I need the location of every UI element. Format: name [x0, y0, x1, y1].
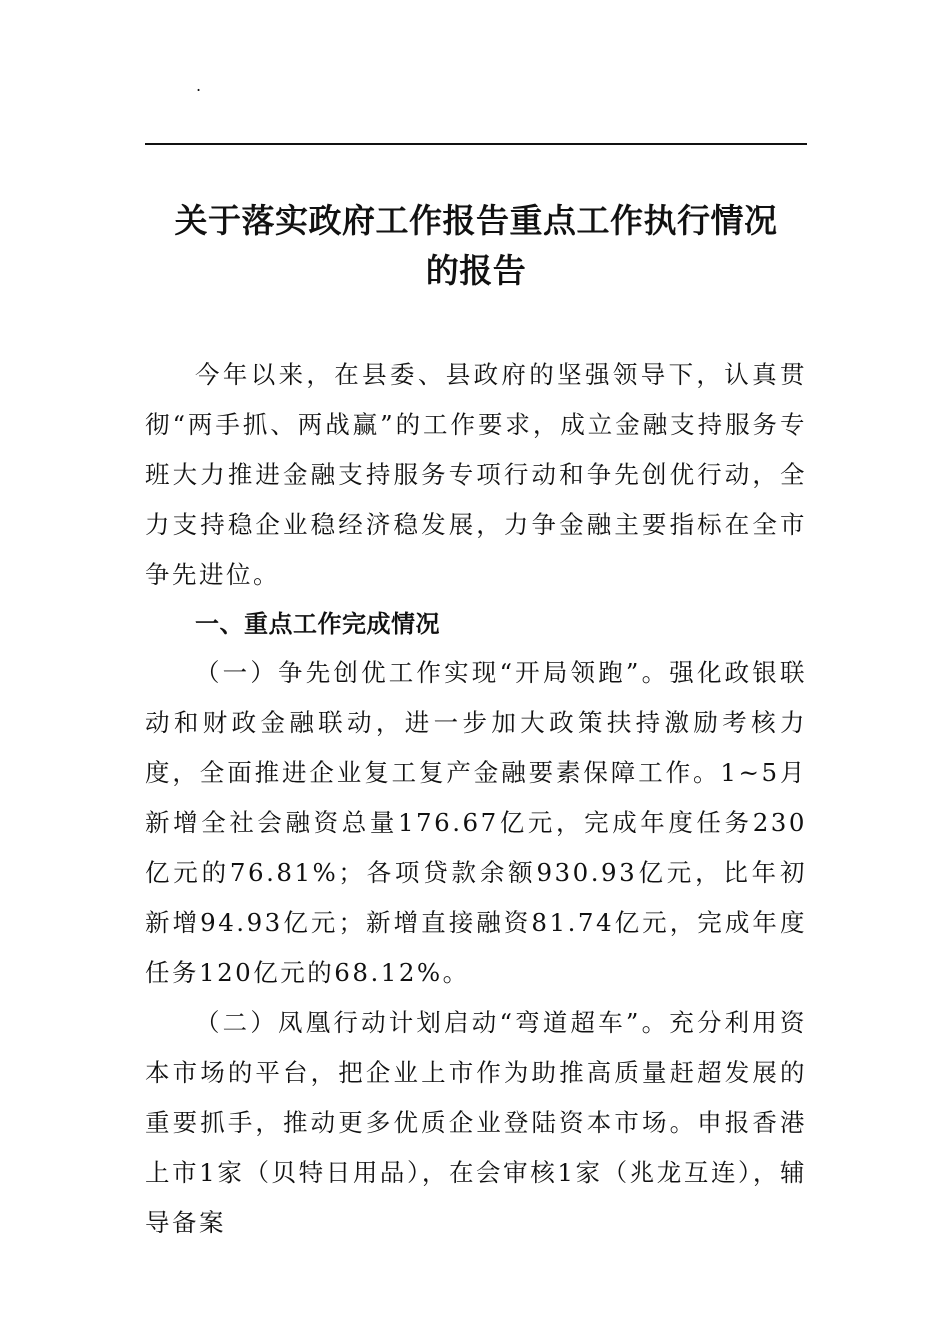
section-heading: 一、重点工作完成情况	[195, 610, 440, 638]
item-paragraph-2: （二）凤凰行动计划启动“弯道超车”。充分利用资本市场的平台，把企业上市作为助推高质量赶超发展的重要抓手，推动更多优质企业登陆资本市场。申报香港上市1家（贝特日用品），在会审核1家（兆龙互连），辅导备案	[145, 1008, 807, 1237]
document-body	[145, 350, 807, 1248]
document-title	[145, 196, 807, 296]
header-mark: .	[196, 76, 202, 95]
title-line-2: 的报告	[425, 251, 527, 290]
header-rule	[145, 143, 807, 145]
title-line-1: 关于落实政府工作报告重点工作执行情况	[174, 201, 778, 240]
intro-paragraph: 今年以来，在县委、县政府的坚强领导下，认真贯彻“两手抓、两战赢”的工作要求，成立金融支持服务专班大力推进金融支持服务专项行动和争先创优行动，全力支持稳企业稳经济稳发展，力争金融主要指标在全市争先进位。	[145, 360, 807, 589]
item-paragraph-1: （一）争先创优工作实现“开局领跑”。强化政银联动和财政金融联动，进一步加大政策扶持激励考核力度，全面推进企业复工复产金融要素保障工作。1~5月新增全社会融资总量176.67亿元，完成年度任务230亿元的76.81%；各项贷款余额930.93亿元，比年初新增94.93亿元；新增直接融资81.74亿元，完成年度任务120亿元的68.12%。	[145, 658, 807, 987]
